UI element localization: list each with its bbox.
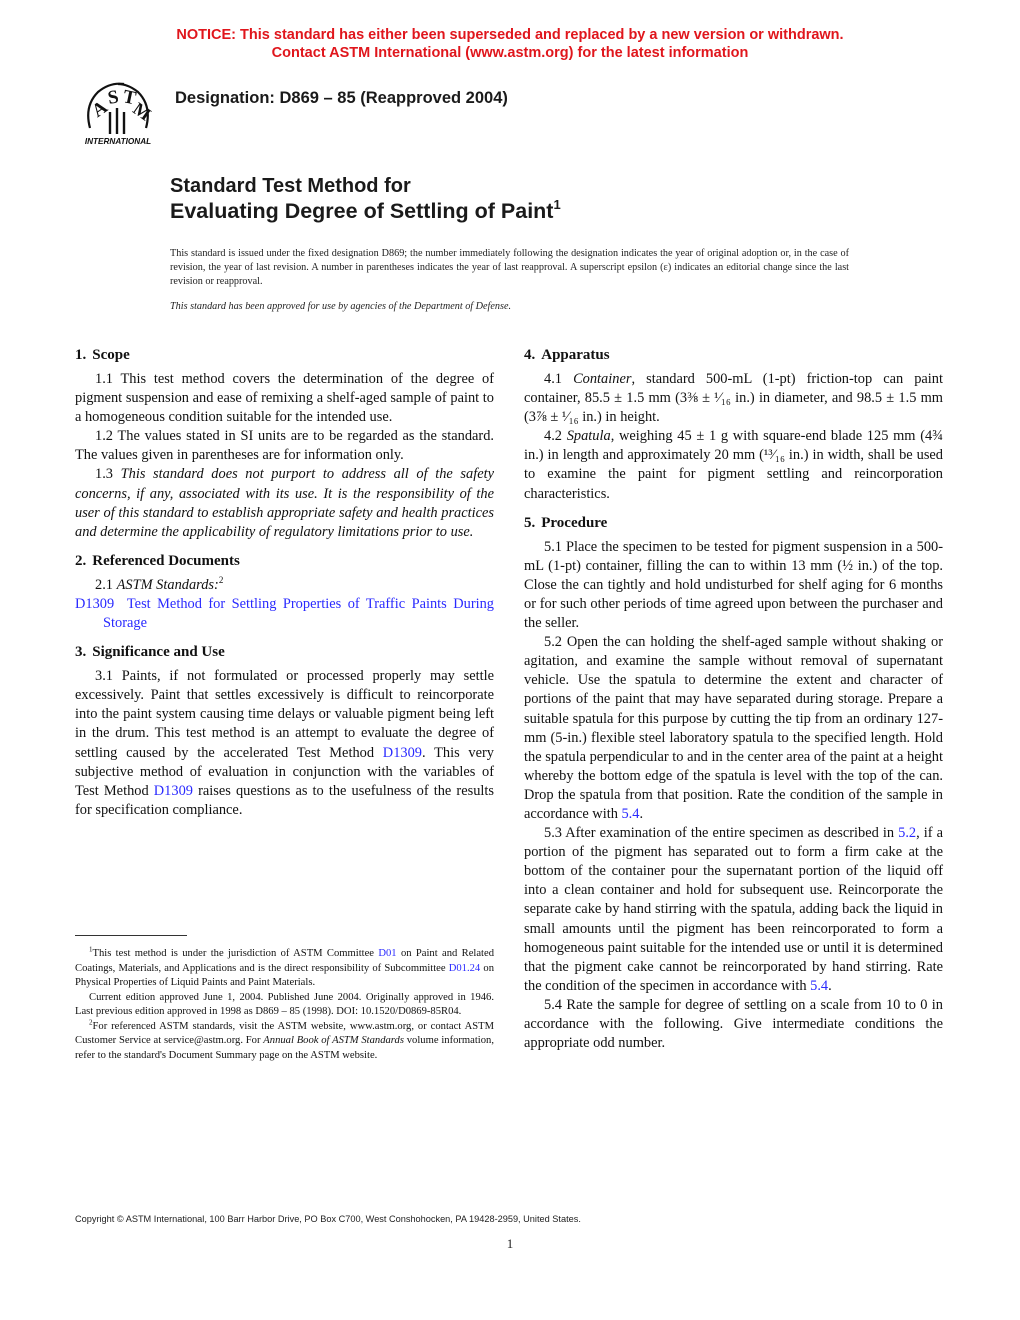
link-d1309[interactable]: D1309 <box>153 782 193 799</box>
preamble: This standard is issued under the fixed designation D869; the number immediately following the designation indicates the year of original adoption or, in the case of revision, the year of last revision. A number in parentheses indicates the year of last reapproval. A superscript epsilon (ε) indicates an editorial change since the last revision or reapproval. <box>170 248 849 287</box>
section-heading: 1. Scope <box>75 347 130 363</box>
logo-m: M <box>129 98 155 125</box>
link-5-4[interactable]: 5.4 <box>621 805 640 822</box>
notice-banner <box>0 26 1020 62</box>
notice-line-1: NOTICE: This standard has either been superseded and replaced by a new version or withdrawn. <box>176 27 844 43</box>
designation: Designation: D869 – 85 (Reapproved 2004) <box>175 89 508 107</box>
title-line-2 <box>170 198 561 225</box>
paragraph-3-1: 3.1 Paints, if not formulated or processed properly may settle excessively. Paint that settles excessively is difficult to reincorporate into the paint system causing time delays or valuable pigment being left in the drum. This test method is an attempt to evaluate the degree of settling caused by the accelerated Test Method D1309. This very subjective method of evaluation in conjunction with the variables of Test Method D1309 raises questions as to the usefulness of the results for specification compliance. <box>75 668 494 818</box>
paragraph-2-1: 2.1 ASTM Standards:$^2$ <box>95 575 224 593</box>
right-column <box>524 346 943 1063</box>
section-apparatus <box>524 346 943 504</box>
approval-note: This standard has been approved for use by agencies of the Department of Defense. <box>170 301 512 312</box>
paragraph-5-1: 5.1 Place the specimen to be tested for pigment suspension in a 500-mL (1-pt) container, filling the can to within 13 mm (½ in.) of the top. Close the can tightly and hold undisturbed for shelf aging for 6 months or for such other periods of time agreed upon between the purchaser and the seller. <box>524 538 943 632</box>
page-number: 1 <box>506 1236 514 1251</box>
link-d1309[interactable]: D1309 <box>382 744 422 761</box>
link-d01[interactable]: D01 <box>378 948 397 959</box>
footnote-mark[interactable]: 2 <box>218 575 224 586</box>
title-line-1: Standard Test Method for <box>170 175 411 197</box>
paragraph-5-4: 5.4 Rate the sample for degree of settling on a scale from 10 to 0 in accordance with the following. Give intermediate conditions the appropriate odd number. <box>524 996 943 1052</box>
section-heading: 2. Referenced Documents <box>75 552 240 569</box>
link-d01-24[interactable]: D01.24 <box>448 962 481 974</box>
logo-caption: INTERNATIONAL <box>84 137 152 146</box>
section-significance <box>75 643 494 820</box>
link-5-4[interactable]: 5.4 <box>810 977 829 994</box>
title-main: Evaluating Degree of Settling of Paint <box>170 199 554 223</box>
document-title <box>170 174 561 225</box>
footnote-1-edition: Current edition approved June 1, 2004. Published June 2004. Originally approved in 1946. Last previous edition approved in 1998 as D869 – 85 (1998). DOI: 10.1520/D0869-85R04. <box>75 991 494 1017</box>
footnotes <box>75 947 494 1063</box>
footnote-1: $^1$This test method is under the jurisdiction of ASTM Committee D01 on Paint and Related Coatings, Materials, and Applications and is the direct responsibility of Subcommittee D01.24 on Physical Properties of Liquid Paints and Paint Materials. <box>75 945 494 988</box>
paragraph-1-1: 1.1 This test method covers the determination of the degree of pigment suspension and ease of remixing a shelf-aged sample of paint to a homogeneous condition suitable for the intended use. <box>75 371 494 426</box>
section-scope <box>75 346 494 542</box>
section-heading: 4. Apparatus <box>524 347 610 363</box>
footnote-2: $^2$For referenced ASTM standards, visit the ASTM website, www.astm.org, or contact ASTM Customer Service at service@astm.org. For Annual Book of ASTM Standards volume information, refer to the standard's Document Summary page on the ASTM website. <box>75 1017 494 1061</box>
paragraph-4-1: 4.1 Container, standard 500-mL (1-pt) friction-top can paint container, 85.5 ± 1.5 mm (3⅜ ± ¹⁄₁₆ in.) in diameter, and 98.5 ± 1.5 mm (3⅞ ± ¹⁄₁₆ in.) in height. <box>524 371 943 426</box>
section-referenced-documents <box>75 552 494 633</box>
link-5-2[interactable]: 5.2 <box>898 825 917 842</box>
astm-logo-icon <box>76 76 160 148</box>
paragraph-5-2: 5.2 Open the can holding the shelf-aged sample without shaking or agitation, and examine the sample without removal of supernatant vehicle. Use the spatula to determine the extent and character of portions of the paint that may have separated during storage. Prepare a suitable spatula for this purpose by cutting the tip from an ordinary 127-mm (5-in.) flexible steel laboratory spatula to the specified length. Hold the spatula perpendicular to and in the center area of the paint at a height whereby the bottom edge of the spatula is level with the top of the can. Drop the spatula from that position. Rate the condition of the sample in accordance with 5.4. <box>524 634 943 822</box>
paragraph-1-3: 1.3 This standard does not purport to address all of the safety concerns, if any, associated with its use. It is the responsibility of the user of this standard to establish appropriate safety and health practices and determine the applicability of regulatory limitations prior to use. <box>75 466 494 540</box>
paragraph-4-2: 4.2 Spatula, weighing 45 ± 1 g with square-end blade 125 mm (4¾ in.) in length and approximately 20 mm (¹³⁄₁₆ in.) in width, shall be used to examine the paint for pigment settling and reincorporation characteristics. <box>524 428 943 502</box>
notice-line-2: Contact ASTM International (www.astm.org) for the latest information <box>271 45 749 61</box>
section-procedure <box>524 514 943 1054</box>
paragraph-1-2: 1.2 The values stated in SI units are to be regarded as the standard. The values given in parentheses are for information only. <box>75 428 494 464</box>
logo-a: A <box>88 96 112 122</box>
footnote-divider <box>75 935 187 936</box>
paragraph-5-3: 5.3 After examination of the entire specimen as described in 5.2, if a portion of the pigment has separated out to form a firm cake at the bottom of the container pour the supernatant portion of the liquid off into a clean container and hold for subsequent use. Reincorporate the separate cake by hand stirring with the spatula, adding back the liquid in small amounts until the pigment has been reincorporated to form a homogeneous paint suitable for the intended use or until it is determined that the pigment cake cannot be reincorporated by hand stirring. Rate the condition of the specimen in accordance with 5.4. <box>524 825 943 994</box>
copyright-line: Copyright © ASTM International, 100 Barr Harbor Drive, PO Box C700, West Conshohocken, PA 19428-2959, United States. <box>75 1214 581 1224</box>
title-footnote-mark[interactable]: 1 <box>553 197 561 212</box>
section-heading: 3. Significance and Use <box>75 644 225 661</box>
section-heading: 5. Procedure <box>524 514 608 531</box>
left-column <box>75 346 494 830</box>
logo-s: S <box>106 86 121 109</box>
logo-t: T <box>121 86 138 110</box>
reference-link[interactable]: D1309 Test Method for Settling Properties of Traffic Paints During Storage <box>75 595 495 632</box>
